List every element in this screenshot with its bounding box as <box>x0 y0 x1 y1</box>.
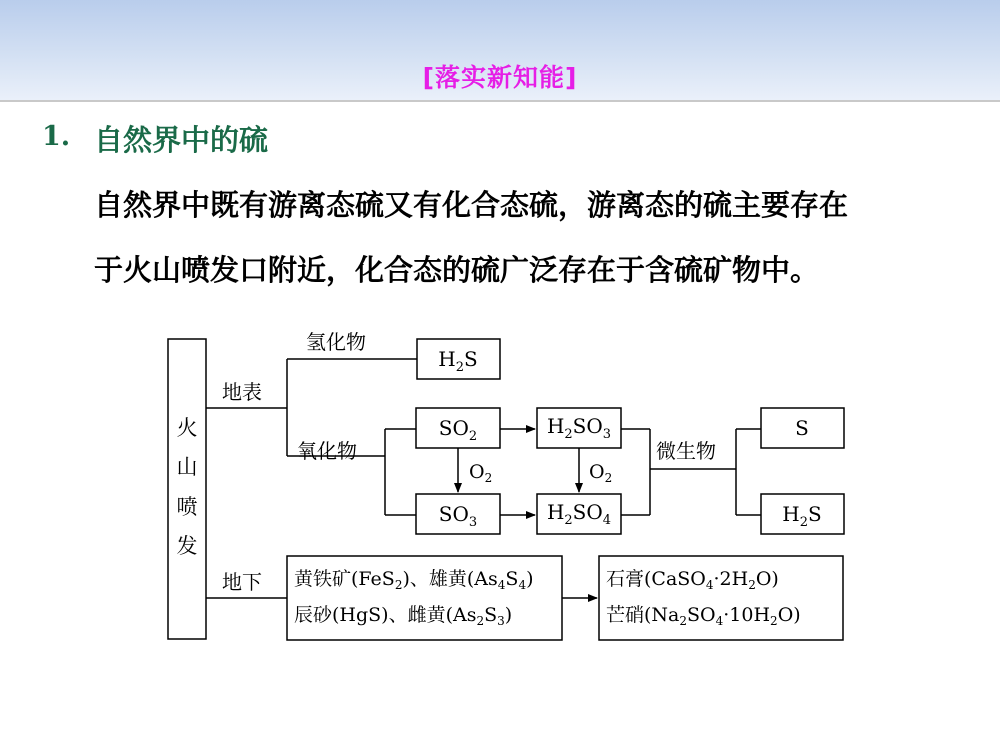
salt-line-1: 石膏$(CaSO_4\cdot 2H_2O)$ <box>606 568 779 592</box>
underground-label: 地下 <box>222 570 262 594</box>
hydride-label: 氢化物 <box>306 330 366 354</box>
volcano-char-4: 发 <box>176 534 198 558</box>
sulfur-formula: S <box>795 416 809 440</box>
oxygen-label-right: $O_2$ <box>589 461 613 485</box>
section-header-title: [落实新知能] <box>422 63 578 92</box>
volcano-char-2: 山 <box>176 455 198 479</box>
volcano-char-1: 火 <box>176 416 198 440</box>
h2s-hydride-formula: $H_2S$ <box>438 347 478 375</box>
mineral-line-2: 辰砂(HgS)、雌黄$(As_2S_3)$ <box>294 604 513 628</box>
section-number: 1. <box>42 121 71 152</box>
volcano-char-3: 喷 <box>176 495 198 519</box>
salt-line-2: 芒硝$(Na_2SO_4\cdot 10H_2O)$ <box>606 604 801 628</box>
oxide-label: 氧化物 <box>297 439 357 463</box>
h2so4-formula: $H_2SO_4$ <box>546 500 612 528</box>
h2so3-formula: $H_2SO_3$ <box>546 414 612 442</box>
surface-label: 地表 <box>222 380 262 404</box>
section-title: 自然界中的硫 <box>94 123 269 157</box>
so3-formula: $SO_3$ <box>438 502 478 530</box>
oxygen-label-left: $O_2$ <box>469 461 493 485</box>
so2-formula: $SO_2$ <box>438 416 478 444</box>
mineral-line-1: 黄铁矿(FeS$_2$)、雄黄$(As_4S_4)$ <box>294 568 534 592</box>
volcano-box <box>168 339 206 639</box>
paragraph-line-2: 于火山喷发口附近，化合态的硫广泛存在于含硫矿物中。 <box>94 253 820 287</box>
microbe-label: 微生物 <box>656 439 716 463</box>
paragraph-line-1: 自然界中既有游离态硫又有化合态硫，游离态的硫主要存在 <box>94 188 849 222</box>
h2s-product-formula: $H_2S$ <box>782 502 822 530</box>
